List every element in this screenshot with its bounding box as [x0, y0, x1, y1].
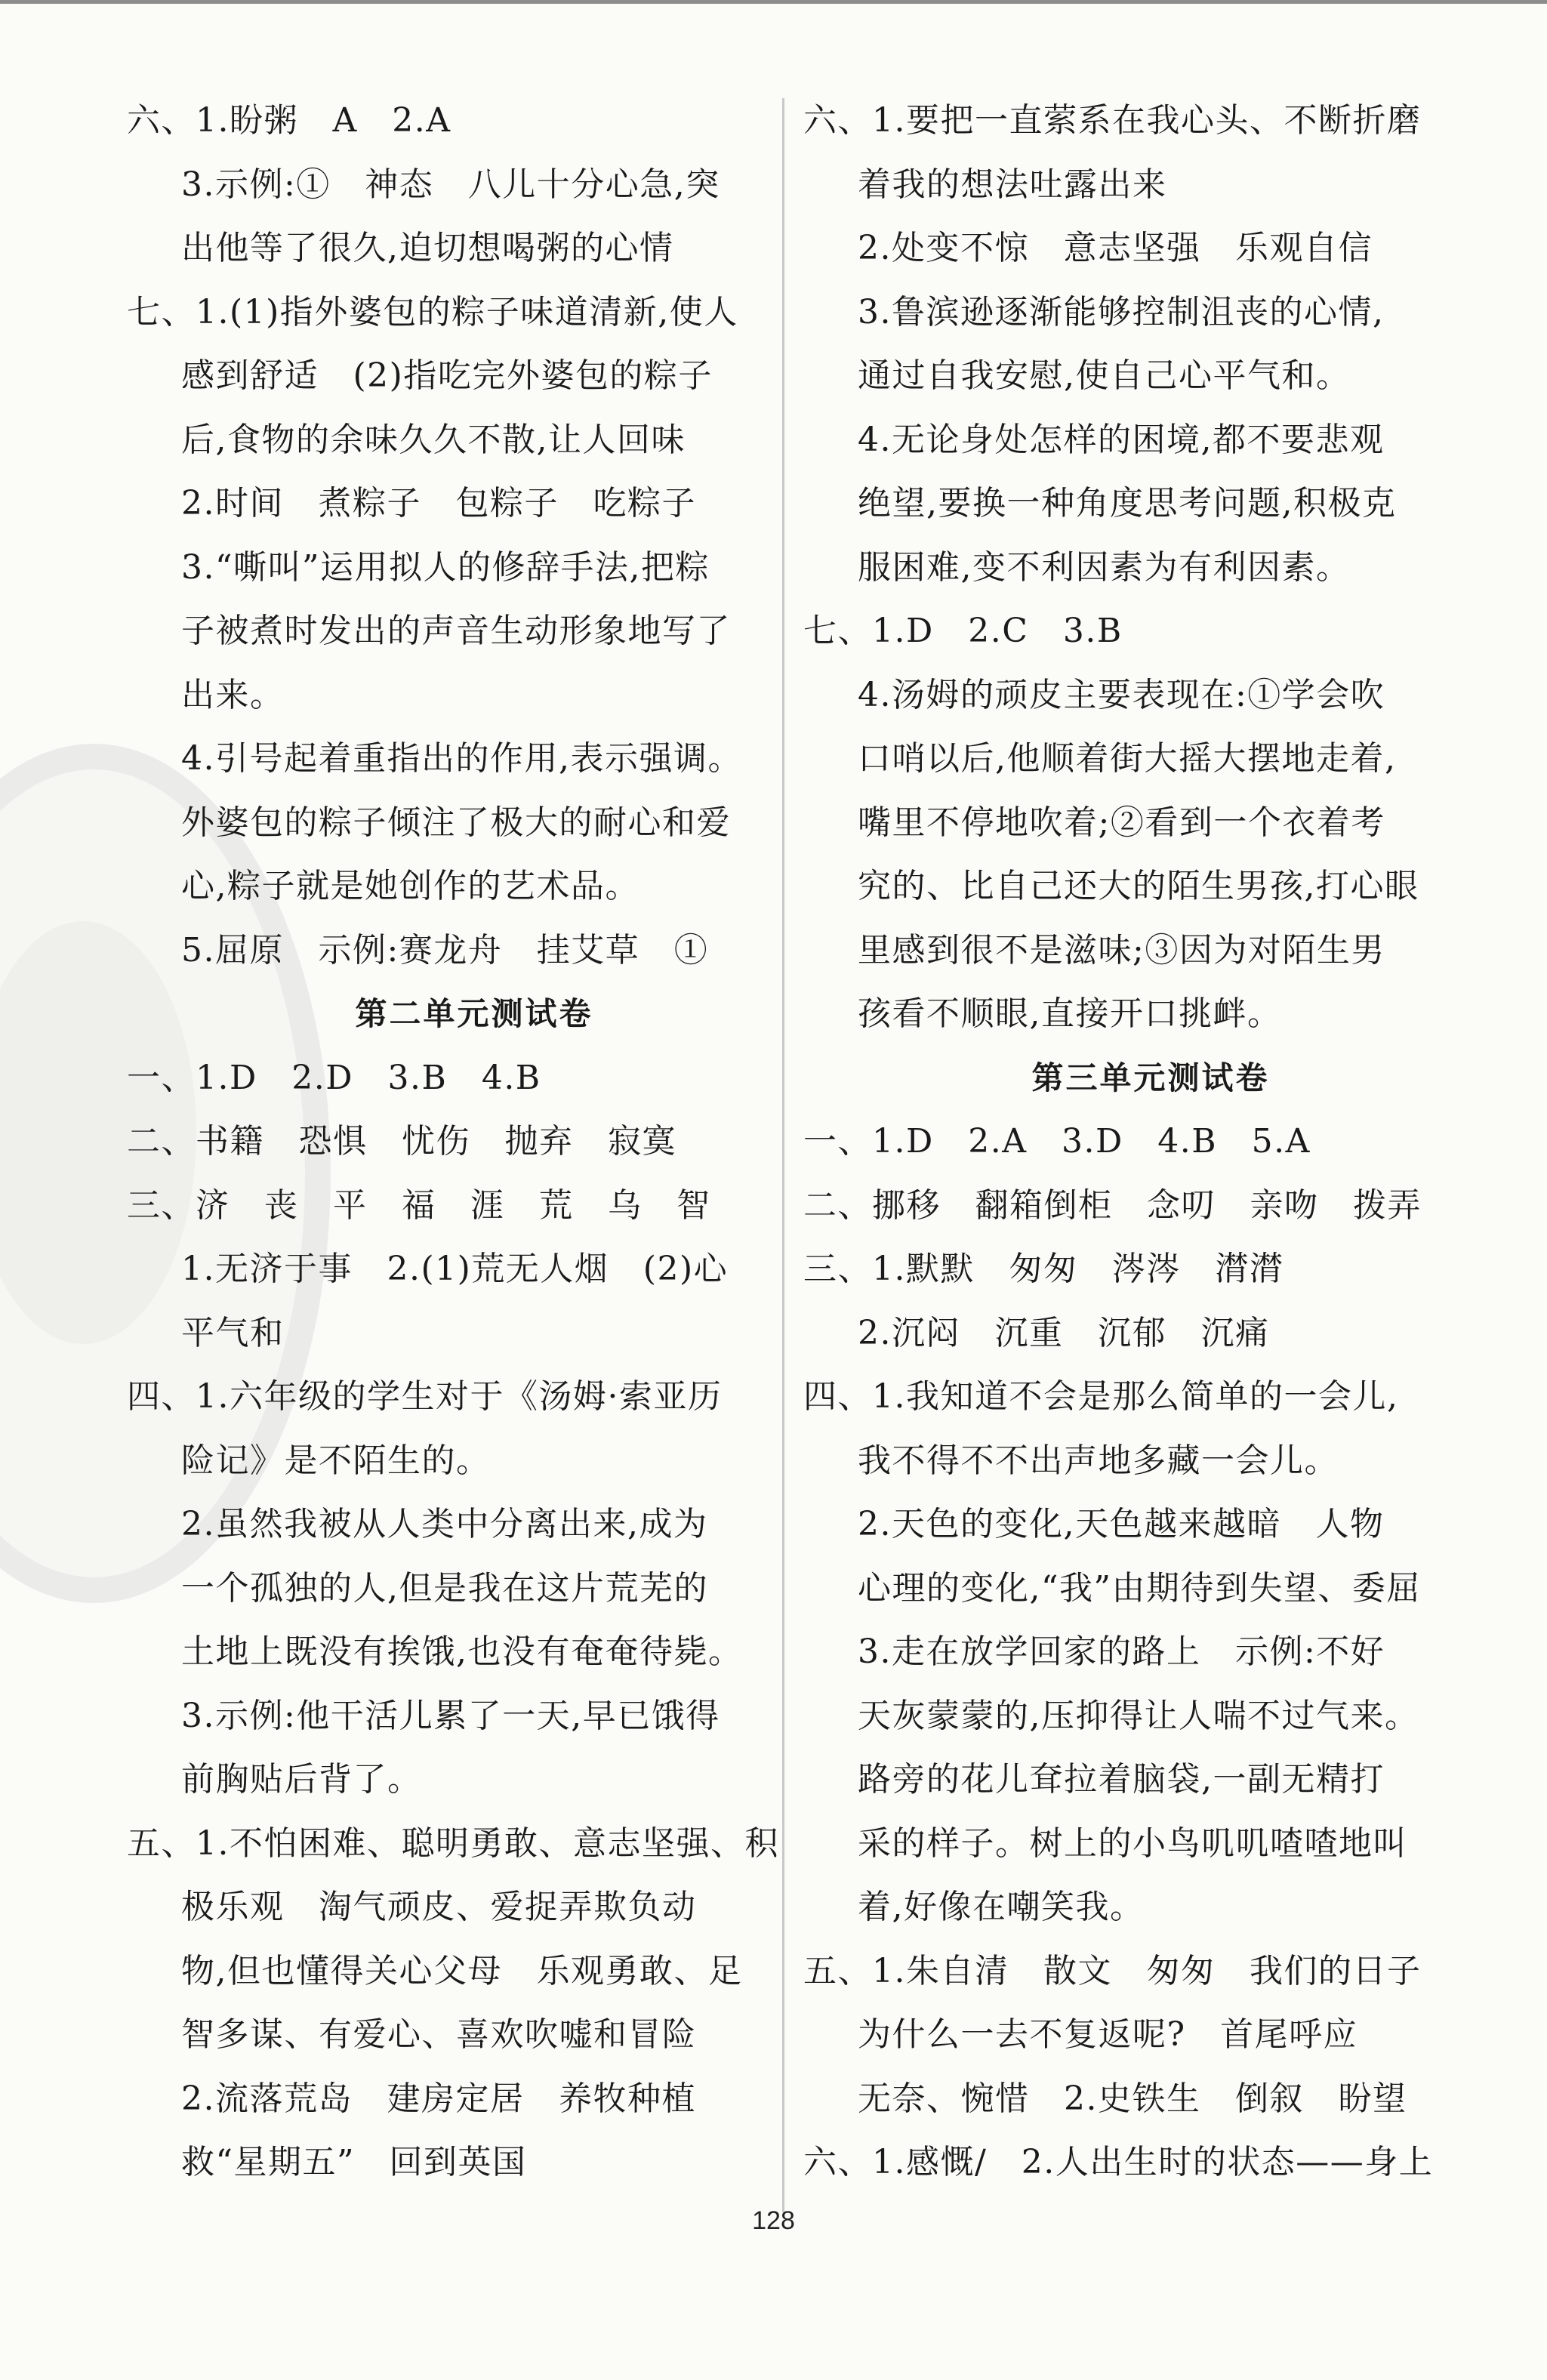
answer-line: 2.流落荒岛 建房定居 养牧种植 [181, 2079, 696, 2118]
answer-line: 险记》是不陌生的。 [181, 1441, 491, 1480]
answer-line: 五、1.朱自清 散文 匆匆 我们的日子 [803, 1951, 1422, 1990]
answer-line: 采的样子。树上的小鸟叽叽喳喳地叫 [858, 1824, 1407, 1863]
answer-line: 极乐观 淘气顽皮、爱捉弄欺负动 [181, 1888, 697, 1926]
answer-line: 出他等了很久,迫切想喝粥的心情 [181, 229, 674, 267]
answer-line: 绝望,要换一种角度思考问题,积极克 [858, 484, 1397, 523]
answer-line: 3.示例:他干活儿累了一天,早已饿得 [181, 1696, 720, 1735]
answer-line: 2.天色的变化,天色越来越暗 人物 [858, 1505, 1385, 1543]
right-answer-column [803, 89, 1498, 2195]
answer-line: 3.鲁滨逊逐渐能够控制沮丧的心情, [858, 292, 1385, 331]
answer-line: 天灰蒙蒙的,压抑得让人喘不过气来。 [858, 1696, 1419, 1735]
answer-line: 5.屈原 示例:赛龙舟 挂艾草 ① [181, 930, 709, 970]
answer-line: 二、书籍 恐惧 忧伤 抛弃 寂寞 [127, 1122, 676, 1161]
answer-line: 二、挪移 翻箱倒柜 念叨 亲吻 拨弄 [803, 1185, 1422, 1225]
answer-line: 六、1.盼粥 A 2.A [127, 101, 451, 140]
answer-line: 3.“嘶叫”运用拟人的修辞手法,把粽 [181, 547, 710, 587]
section-title: 第三单元测试卷 [1031, 1059, 1270, 1096]
answer-line: 究的、比自己还大的陌生男孩,打心眼 [858, 867, 1419, 905]
answer-line: 四、1.六年级的学生对于《汤姆·索亚历 [127, 1377, 723, 1416]
answer-line: 2.处变不惊 意志坚强 乐观自信 [858, 229, 1373, 267]
answer-line: 服困难,变不利因素为有利因素。 [858, 547, 1351, 587]
answer-line: 出来。 [181, 675, 285, 714]
answer-line: 无奈、惋惜 2.史铁生 倒叙 盼望 [858, 2079, 1407, 2118]
answer-line: 着我的想法吐露出来 [858, 165, 1167, 204]
answer-line: 后,食物的余味久久不散,让人回味 [181, 420, 686, 459]
answer-line: 为什么一去不复返呢? 首尾呼应 [858, 2015, 1358, 2054]
page-number: 128 [752, 2206, 795, 2235]
answer-line: 我不得不不出声地多藏一会儿。 [858, 1441, 1339, 1480]
answer-line: 2.虽然我被从人类中分离出来,成为 [181, 1505, 708, 1543]
answer-line: 前胸贴后背了。 [181, 1760, 422, 1799]
answer-line: 4.无论身处怎样的困境,都不要悲观 [858, 420, 1385, 459]
answer-line: 六、1.要把一直萦系在我心头、不断折磨 [803, 101, 1422, 140]
answer-line: 感到舒适 (2)指吃完外婆包的粽子 [181, 356, 713, 395]
answer-line: 路旁的花儿耷拉着脑袋,一副无精打 [858, 1760, 1385, 1799]
answer-line: 七、1.D 2.C 3.B [803, 612, 1123, 650]
answer-line: 心,粽子就是她创作的艺术品。 [181, 867, 639, 905]
answer-line: 4.汤姆的顽皮主要表现在:①学会吹 [858, 675, 1385, 714]
answer-line: 3.示例:① 神态 八儿十分心急,突 [181, 165, 720, 204]
answer-line: 六、1.感慨/ 2.人出生时的状态——身上 [803, 2143, 1434, 2181]
answer-line: 四、1.我知道不会是那么简单的一会儿, [803, 1377, 1399, 1416]
answer-line: 三、济 丧 平 福 涯 荒 乌 智 [127, 1185, 711, 1225]
answer-line: 嘴里不停地吹着;②看到一个衣着考 [858, 803, 1385, 842]
answer-line: 通过自我安慰,使自己心平气和。 [858, 356, 1351, 395]
left-answer-column [127, 89, 821, 2195]
answer-line: 3.走在放学回家的路上 示例:不好 [858, 1632, 1385, 1671]
answer-line: 孩看不顺眼,直接开口挑衅。 [858, 994, 1282, 1033]
answer-line: 着,好像在嘲笑我。 [858, 1888, 1145, 1926]
answer-line: 救“星期五” 回到英国 [181, 2143, 527, 2181]
answer-line: 2.沉闷 沉重 沉郁 沉痛 [858, 1313, 1270, 1352]
answer-line: 一、1.D 2.A 3.D 4.B 5.A [803, 1122, 1311, 1161]
answer-line: 口哨以后,他顺着街大摇大摆地走着, [858, 739, 1397, 778]
section-title: 第二单元测试卷 [355, 995, 593, 1032]
answer-line: 土地上既没有挨饿,也没有奄奄待毙。 [181, 1632, 743, 1671]
answer-line: 外婆包的粽子倾注了极大的耐心和爱 [181, 803, 731, 842]
answer-line: 2.时间 煮粽子 包粽子 吃粽子 [181, 484, 696, 523]
answer-line: 子被煮时发出的声音生动形象地写了 [181, 612, 731, 650]
answer-line: 智多谋、有爱心、喜欢吹嘘和冒险 [181, 2015, 697, 2054]
answer-line: 五、1.不怕困难、聪明勇敢、意志坚强、积 [127, 1824, 779, 1863]
answer-line: 三、1.默默 匆匆 涔涔 潸潸 [803, 1250, 1284, 1288]
answer-line: 平气和 [181, 1313, 285, 1352]
answer-line: 4.引号起着重指出的作用,表示强调。 [181, 739, 742, 778]
answer-line: 心理的变化,“我”由期待到失望、委屈 [858, 1568, 1421, 1608]
answer-line: 1.无济于事 2.(1)荒无人烟 (2)心 [181, 1250, 729, 1288]
answer-line: 里感到很不是滋味;③因为对陌生男 [858, 930, 1385, 970]
answer-line: 七、1.(1)指外婆包的粽子味道清新,使人 [127, 292, 738, 331]
top-border-line [0, 0, 1547, 4]
answer-line: 一、1.D 2.D 3.B 4.B [127, 1058, 541, 1097]
answer-line: 物,但也懂得关心父母 乐观勇敢、足 [181, 1951, 743, 1990]
answer-line: 一个孤独的人,但是我在这片荒芜的 [181, 1568, 708, 1608]
